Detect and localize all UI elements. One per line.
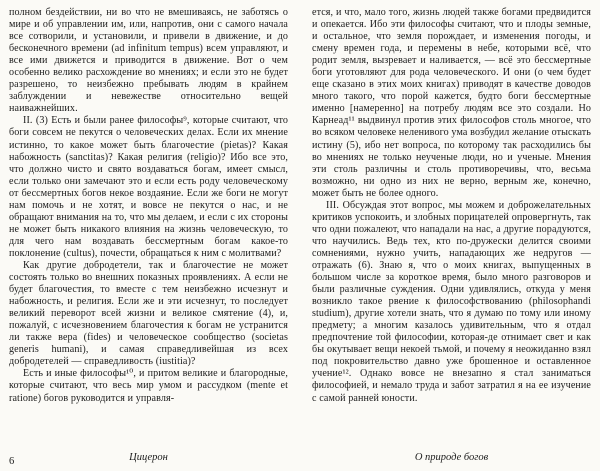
paragraph: Как другие добродетели, так и благочестие не может состоять только во внешних показных проявлениях. А если не будет благочестия, то вместе с тем неизбежно исчезнут и набожность, и религия. Если же и эти исчезнут, то последует великий переворот всей жизни и великое смятение (4), и, пожалуй, с исчезновением благочестия к богам не устранится ли также вера (fides) и человеческое сообщество (societas generis humani), и самая справедливейшая из всех добродетелей — справедливость (iustitia)? — [9, 259, 288, 368]
page-number: 6 — [9, 456, 15, 467]
paragraph: III. Обсуждая этот вопрос, мы можем и доброжелательных критиков успокоить, и злобных порицателей опровергнуть, так что одни пожалеют, что нападали на нас, а другие порадуются, что научились. Ведь тех, кто по-дружески делится своими сомнениями, нужно учить, нападающих же недругов — отражать (6). Знаю я, что о моих книгах, выпущенных в большом числе за короткое время, было много разговоров и были различные суждения. Одни удивлялись, откуда у меня возникло такое рвение к философствованию (philosophandi studium), другие хотели знать, что я думаю по тому или иному предмету; а многим казалось удивительным, что я отдал предпочтение той философии, которая-де отнимает свет и как бы окутывает вещи некоей тьмой, и почему я неожиданно взял под покровительство давно уже брошенное и оставленное учение¹². Однако вовсе не внезапно я стал заниматься философией, и немало труда и забот затратил я на ее изучение с самой ранней юности. — [312, 199, 591, 404]
paragraph: II. (3) Есть и были ранее философы⁹, которые считают, что боги совсем не пекутся о человеческих делах. Если их мнение истинно, то какое может быть благочестие (pietas)? Какая набожность (sanctitas)? Какая религия (religio)? Ибо все это, что должно чисто и свято воздаваться богам, имеет смысл, если только они замечают это и если есть роду человеческому от бессмертных богов некое воздаяние. Если же боги не могут нам помочь и не хотят, и вовсе не пекутся о нас, и не обращают внимания на то, что мы делаем, и если с их стороны не может быть никакого влияния на жизнь человеческую, то для чего нам воздавать бессмертным богам какое-то поклонение (cultus), почести, обращаться к ним с молитвами? — [9, 115, 288, 259]
left-page-footer — [9, 452, 288, 467]
right-page-text — [312, 7, 591, 447]
running-title-author: Цицерон — [129, 452, 168, 463]
paragraph: ется, и что, мало того, жизнь людей также богами предвидится и опекается. Ибо эти философы считают, что и плоды земные, и остальное, что земля порождает, и изменения погоды, и смену времен года, и перемены в небе, которыми всё, что родит земля, вызревает и наливается, — всё это бессмертные боги уготовляют для рода человеческого. И они (о чем будет еще сказано в этих моих книгах) приводят в качестве доводов много такого, что порой кажется, будто боги бессмертные именно [намеренно] на потребу людям все это создали. Но Карнеад¹¹ выдвинул против этих философов столь многое, что во всяком человеке неленивого ума возбудил желание отыскать истину (5), ибо нет вопроса, по которому так расходились бы во мнениях не только неученые люди, но и ученые. Мнения эти столь различны и столь противоречивы, что, весьма возможно, ни одно из них не верно, верным же, конечно, может быть не более одного. — [312, 7, 591, 199]
running-title-work: О природе богов — [414, 452, 489, 463]
paragraph: Есть и иные философы¹⁰, и притом великие и благородные, которые считают, что весь мир умом и рассудком (mente et ratione) богов руководится и управля- — [9, 368, 288, 404]
paragraph: полном бездействии, ни во что не вмешиваясь, не заботясь о мире и об управлении им, или, напротив, они с самого начала все сотворили, и установили, и привели в движение, и до бесконечного времени (ad infinitum tempus) всем управляют, и все ими движется и приводится в движение. Вот о чем особенно велико расхождение во мнениях; и если это не будет разрешено, то неизбежно пребывать людям в крайнем заблуждении и невежестве относительно вещей наиважнейших. — [9, 7, 288, 115]
left-page-text — [9, 7, 288, 447]
right-page-footer — [312, 452, 591, 467]
left-page — [9, 7, 288, 467]
right-page — [312, 7, 591, 467]
